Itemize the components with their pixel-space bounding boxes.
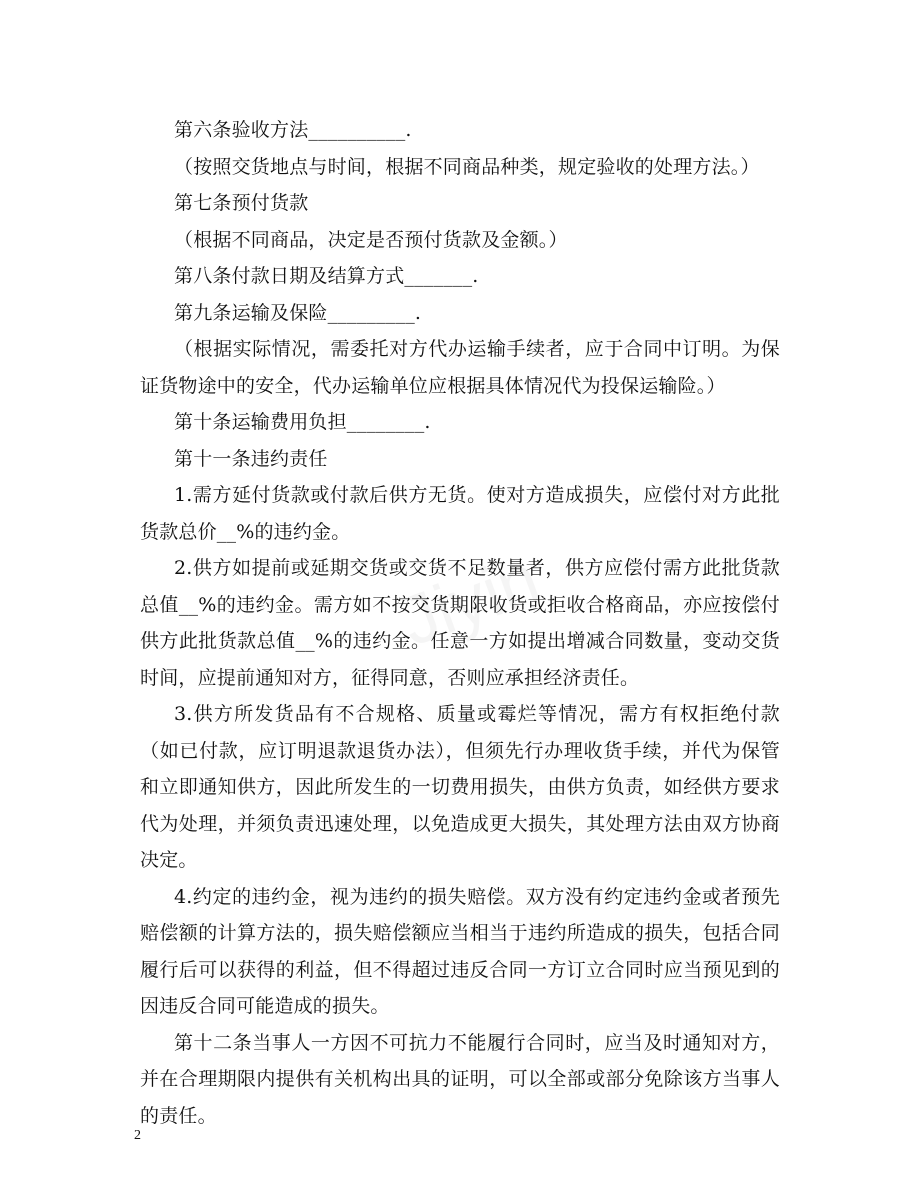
- clause-9-note: （根据实际情况，需委托对方代办运输手续者，应于合同中订明。为保证货物途中的安全，代办运输单位应根据具体情况代为投保运输险。）: [140, 338, 780, 397]
- clause-12-force-majeure: 第十二条当事人一方因不可抗力不能履行合同时，应当及时通知对方，并在合理期限内提供有关机构出具的证明，可以全部或部分免除该方当事人的责任。: [140, 1031, 780, 1127]
- page-number: 2: [134, 1128, 141, 1143]
- clause-6-note: （按照交货地点与时间，根据不同商品种类，规定验收的处理方法。）: [174, 155, 760, 178]
- clause-11-liability: 第十一条违约责任: [174, 447, 328, 470]
- clause-11-item-2: 2.供方如提前或延期交货或交货不足数量者，供方应偿付需方此批货款总值__%的违约金。需方如不按交货期限收货或拒收合格商品，亦应按偿付供方此批货款总值__%的违约金。任意一方如提出增减合同数量，变动交货时间，应提前通知对方，征得同意，否则应承担经济责任。: [140, 557, 780, 689]
- clause-6-inspection: 第六条验收方法__________.: [174, 119, 412, 141]
- clause-11-item-1: 1.需方延付货款或付款后供方无货。使对方造成损失，应偿付对方此批货款总价__%的违约金。: [140, 484, 780, 543]
- document-body: [140, 112, 780, 1134]
- clause-7-prepayment: 第七条预付货款: [174, 192, 309, 214]
- clause-9-transport-insurance: 第九条运输及保险_________.: [174, 301, 422, 324]
- clause-11-item-3: 3.供方所发货品有不合规格、质量或霉烂等情况，需方有权拒绝付款（如已付款，应订明退款退货办法），但须先行办理收货手续，并代为保管和立即通知供方，因此所发生的一切费用损失，由供方负责，如经供方要求代为处理，并须负责迅速处理，以免造成更大损失，其处理方法由双方协商决定。: [140, 703, 780, 871]
- clause-11-item-4: 4.约定的违约金，视为违约的损失赔偿。双方没有约定违约金或者预先赔偿额的计算方法的，损失赔偿额应当相当于违约所造成的损失，包括合同履行后可以获得的利益，但不得超过违反合同一方订立合同时应当预见到的因违反合同可能造成的损失。: [140, 885, 780, 1017]
- clause-10-transport-cost: 第十条运输费用负担________.: [174, 411, 431, 433]
- clause-8-payment: 第八条付款日期及结算方式_______.: [174, 265, 479, 287]
- clause-7-note: （根据不同商品，决定是否预付货款及金额。）: [174, 228, 568, 251]
